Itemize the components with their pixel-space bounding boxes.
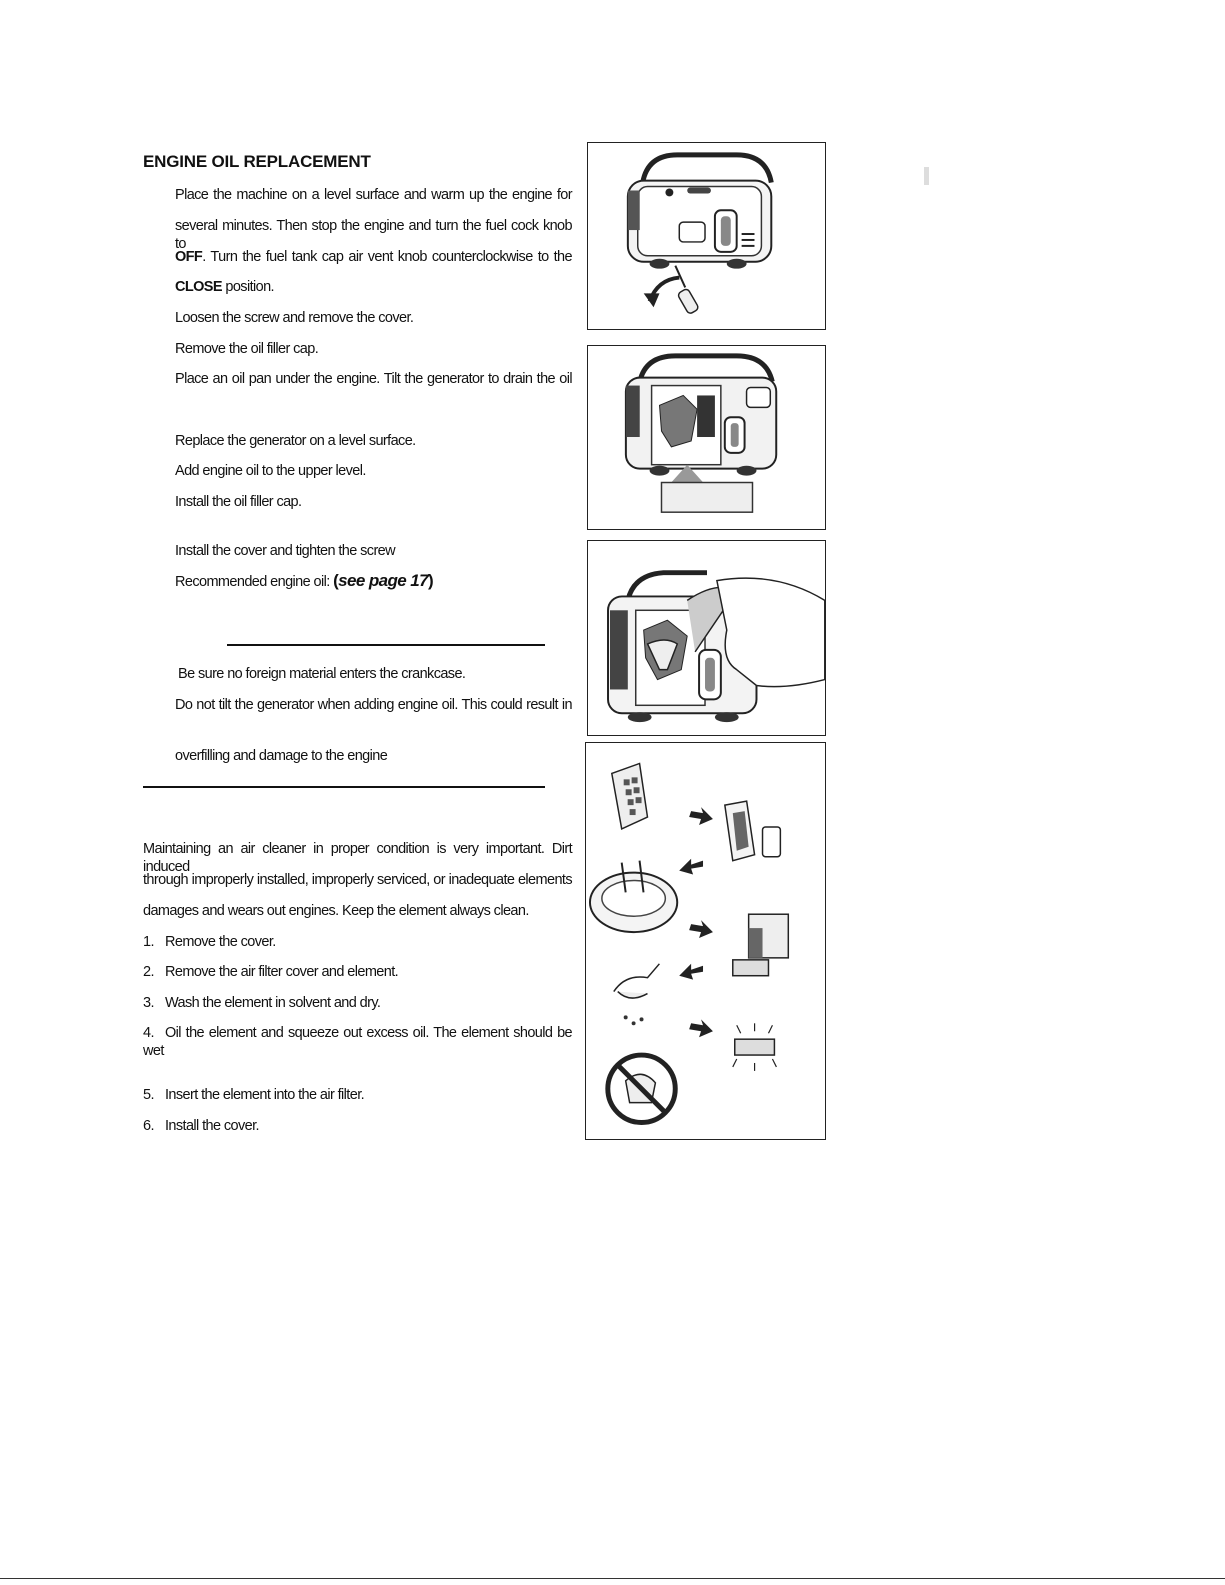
list-text: Remove the cover. — [165, 934, 276, 950]
list-item — [143, 963, 398, 981]
list-text: Install the cover. — [165, 1118, 259, 1134]
page-title: ENGINE OIL REPLACEMENT — [143, 152, 371, 171]
arrow-icon — [679, 964, 703, 980]
list-item — [143, 1024, 572, 1060]
step-line-3-text: . Turn the fuel tank cap air vent knob counterclockwise to the — [202, 249, 572, 265]
page-reference: see page 17 — [338, 571, 428, 590]
page-ref-open: ( — [333, 571, 339, 590]
list-number: 3. — [143, 995, 154, 1011]
notice-bottom-rule — [143, 786, 545, 788]
list-text: Oil the element and squeeze out excess oil. The element should be wet — [143, 1025, 572, 1059]
generator-screwdriver-illustration — [588, 143, 825, 329]
air-intro-line-3: damages and wears out engines. Keep the element always clean. — [143, 903, 529, 919]
air-intro-line-2: through improperly installed, improperly serviced, or inadequate elements — [143, 872, 572, 888]
list-text: Remove the air filter cover and element. — [165, 964, 399, 980]
step-line-1: Place the machine on a level surface and warm up the engine for — [175, 187, 572, 203]
page-ref-close: ) — [427, 571, 434, 590]
air-filter-illustration — [586, 743, 825, 1139]
list-text: Wash the element in solvent and dry. — [165, 995, 381, 1011]
step-line-4 — [175, 278, 274, 296]
figure-add-oil — [587, 540, 826, 736]
list-item — [143, 1086, 364, 1104]
list-number: 2. — [143, 964, 154, 980]
step-line-3 — [175, 248, 572, 266]
step-line-2: several minutes. Then stop the engine and turn the fuel cock knob to — [175, 218, 572, 252]
oil-funnel-illustration — [588, 541, 825, 735]
step-line-5: Loosen the screw and remove the cover. — [175, 310, 414, 326]
figure-air-filter — [585, 742, 826, 1140]
list-item — [143, 1117, 259, 1135]
step-line-10: Install the oil filler cap. — [175, 494, 302, 510]
list-text: Insert the element into the air filter. — [165, 1087, 365, 1103]
notice-line-2: Do not tilt the generator when adding engine oil. This could result in — [175, 697, 572, 713]
step-line-9: Add engine oil to the upper level. — [175, 463, 366, 479]
list-number: 1. — [143, 934, 154, 950]
recommended-oil-label: Recommended engine oil: — [175, 574, 334, 590]
close-keyword: CLOSE — [175, 279, 222, 295]
step-line-6: Remove the oil filler cap. — [175, 341, 319, 357]
step-line-8: Replace the generator on a level surface. — [175, 433, 416, 449]
air-intro-line-1: Maintaining an air cleaner in proper condition is very important. Dirt induced — [143, 841, 572, 875]
figure-remove-cover — [587, 142, 826, 330]
arrow-icon — [679, 859, 703, 875]
figure-drain-oil — [587, 345, 826, 530]
page-bottom-rule — [0, 1578, 1225, 1579]
generator-drain-illustration — [588, 346, 825, 529]
step-line-11: Install the cover and tighten the screw — [175, 543, 396, 559]
step-line-12 — [175, 572, 433, 591]
notice-line-3: overfilling and damage to the engine — [175, 748, 388, 764]
step-line-4-text: position. — [221, 279, 274, 295]
list-number: 4. — [143, 1025, 154, 1041]
notice-line-1: Be sure no foreign material enters the crankcase. — [178, 666, 466, 682]
list-item — [143, 933, 276, 951]
notice-top-rule — [227, 644, 545, 646]
margin-marker — [924, 167, 929, 185]
arrow-icon — [689, 920, 713, 938]
list-number: 6. — [143, 1118, 154, 1134]
list-number: 5. — [143, 1087, 154, 1103]
off-keyword: OFF — [175, 249, 203, 265]
arrow-icon — [689, 1019, 713, 1037]
list-item — [143, 994, 380, 1012]
step-line-7: Place an oil pan under the engine. Tilt the generator to drain the oil — [175, 371, 572, 387]
arrow-icon — [689, 807, 713, 825]
